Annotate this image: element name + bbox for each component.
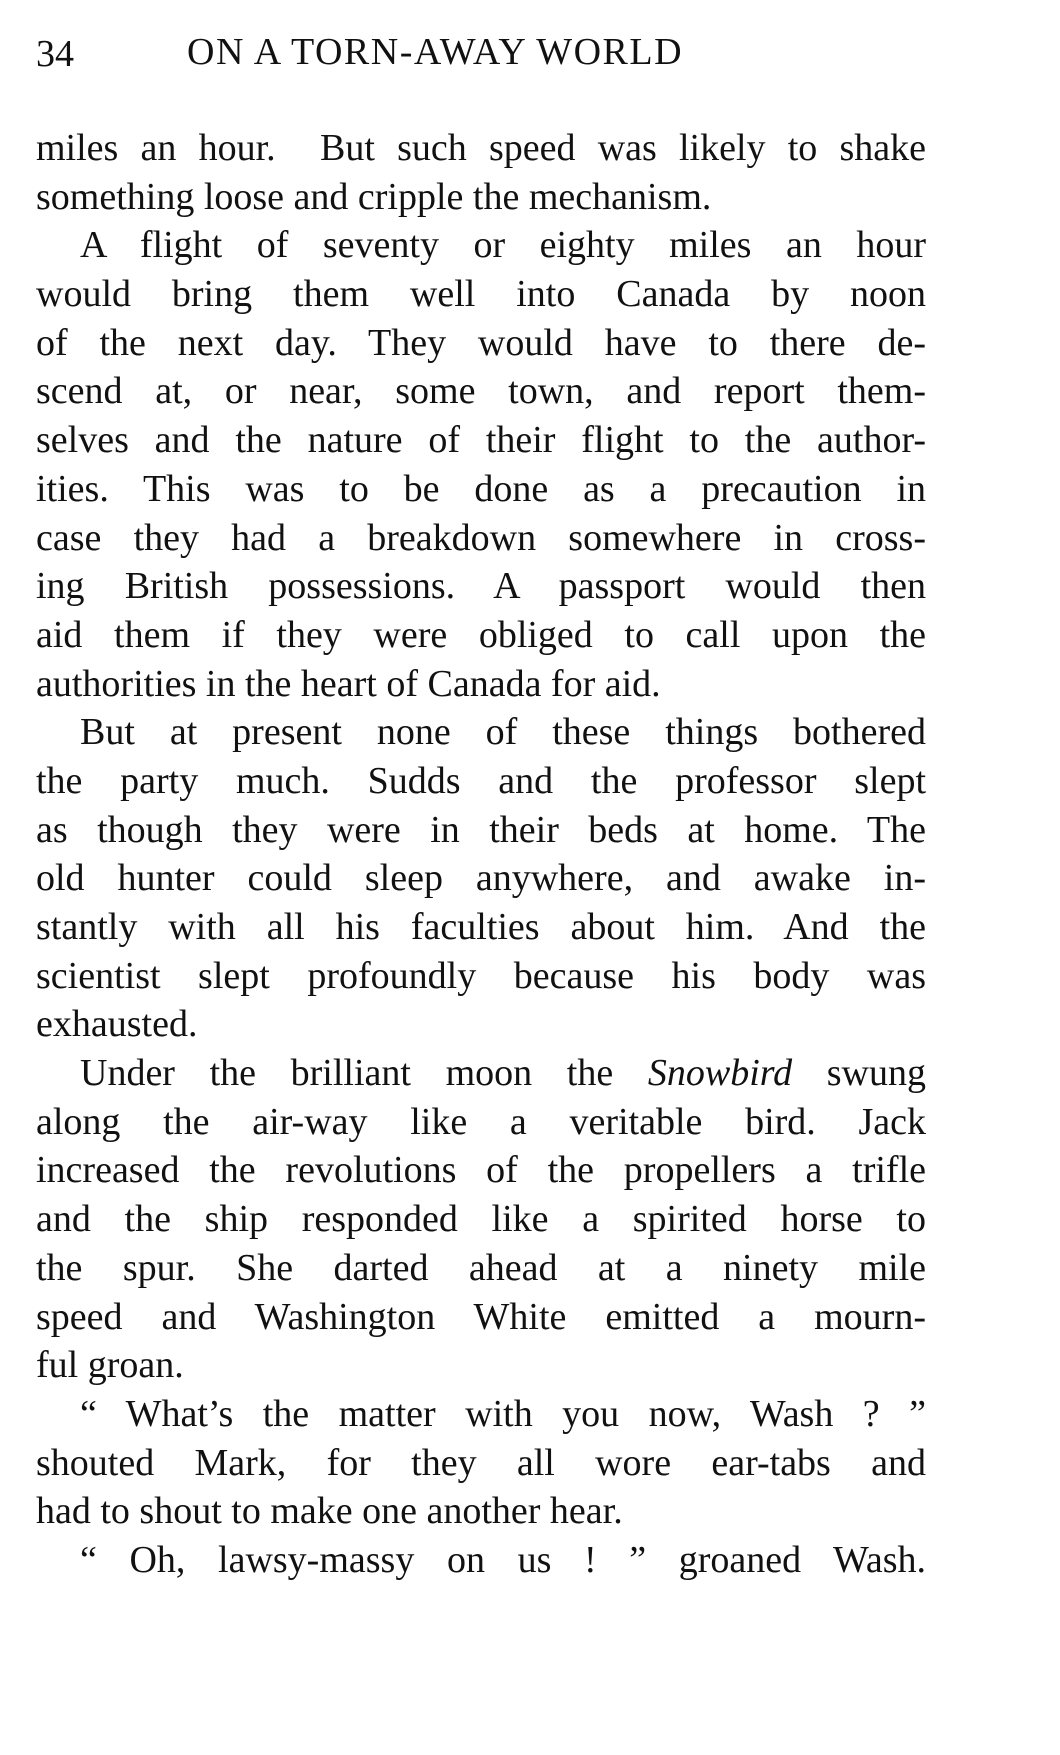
text-line: shouted Mark, for they all wore ear-tabs and xyxy=(36,1441,926,1484)
paragraph-2 xyxy=(36,221,926,708)
text-line: exhausted. xyxy=(36,1003,198,1046)
text-line: ing British possessions. A passport would then xyxy=(36,565,926,608)
paragraph-1 xyxy=(36,124,926,221)
text-line: the spur. She darted ahead at a ninety mile xyxy=(36,1246,926,1289)
running-head: ON A TORN-AWAY WORLD xyxy=(187,31,684,73)
text-line: and the ship responded like a spirited horse to xyxy=(36,1198,926,1241)
text-fragment: swung xyxy=(792,1052,926,1095)
text-line: something loose and cripple the mechanism. xyxy=(36,175,712,218)
text-line: miles an hour. But such speed was likely to shake xyxy=(36,127,926,169)
paragraph-6 xyxy=(36,1536,926,1585)
text-line: scend at, or near, some town, and report them- xyxy=(36,370,926,413)
text-line: of the next day. They would have to there de- xyxy=(36,321,926,364)
text-line: “ Oh, lawsy-massy on us ! ” groaned Wash. xyxy=(80,1538,926,1581)
text-line xyxy=(36,1049,926,1098)
text-line: old hunter could sleep anywhere, and awake in- xyxy=(36,857,926,900)
text-line: had to shout to make one another hear. xyxy=(36,1490,623,1533)
body-text xyxy=(36,124,926,1585)
text-line: speed and Washington White emitted a mourn- xyxy=(36,1295,926,1338)
text-fragment: Under the brilliant moon the xyxy=(80,1052,648,1095)
text-line: selves and the nature of their flight to the author- xyxy=(36,419,926,462)
text-line: But at present none of these things bothered xyxy=(80,711,926,754)
text-line: increased the revolutions of the propellers a trifle xyxy=(36,1149,926,1192)
text-line: stantly with all his faculties about him. And the xyxy=(36,906,926,948)
ship-name: Snowbird xyxy=(647,1052,793,1095)
text-line: as though they were in their beds at home. The xyxy=(36,808,926,851)
text-line: ful groan. xyxy=(36,1344,184,1387)
text-line: case they had a breakdown somewhere in cross- xyxy=(36,516,926,559)
text-line: “ What’s the matter with you now, Wash ? ” xyxy=(80,1392,926,1435)
text-line: would bring them well into Canada by noon xyxy=(36,273,926,316)
paragraph-5 xyxy=(36,1390,926,1536)
text-line: ities. This was to be done as a precaution in xyxy=(36,467,926,510)
text-line: along the air-way like a veritable bird. Jack xyxy=(36,1100,926,1143)
book-page xyxy=(36,26,926,1585)
page-number: 34 xyxy=(36,33,74,75)
text-line: A flight of seventy or eighty miles an hour xyxy=(80,224,926,267)
text-line: scientist slept profoundly because his body was xyxy=(36,954,926,997)
paragraph-3 xyxy=(36,708,926,1049)
text-line: the party much. Sudds and the professor slept xyxy=(36,759,926,802)
page-header xyxy=(36,26,926,78)
text-line: aid them if they were obliged to call upon the xyxy=(36,613,926,656)
paragraph-4 xyxy=(36,1049,926,1390)
text-line: authorities in the heart of Canada for aid. xyxy=(36,662,661,705)
